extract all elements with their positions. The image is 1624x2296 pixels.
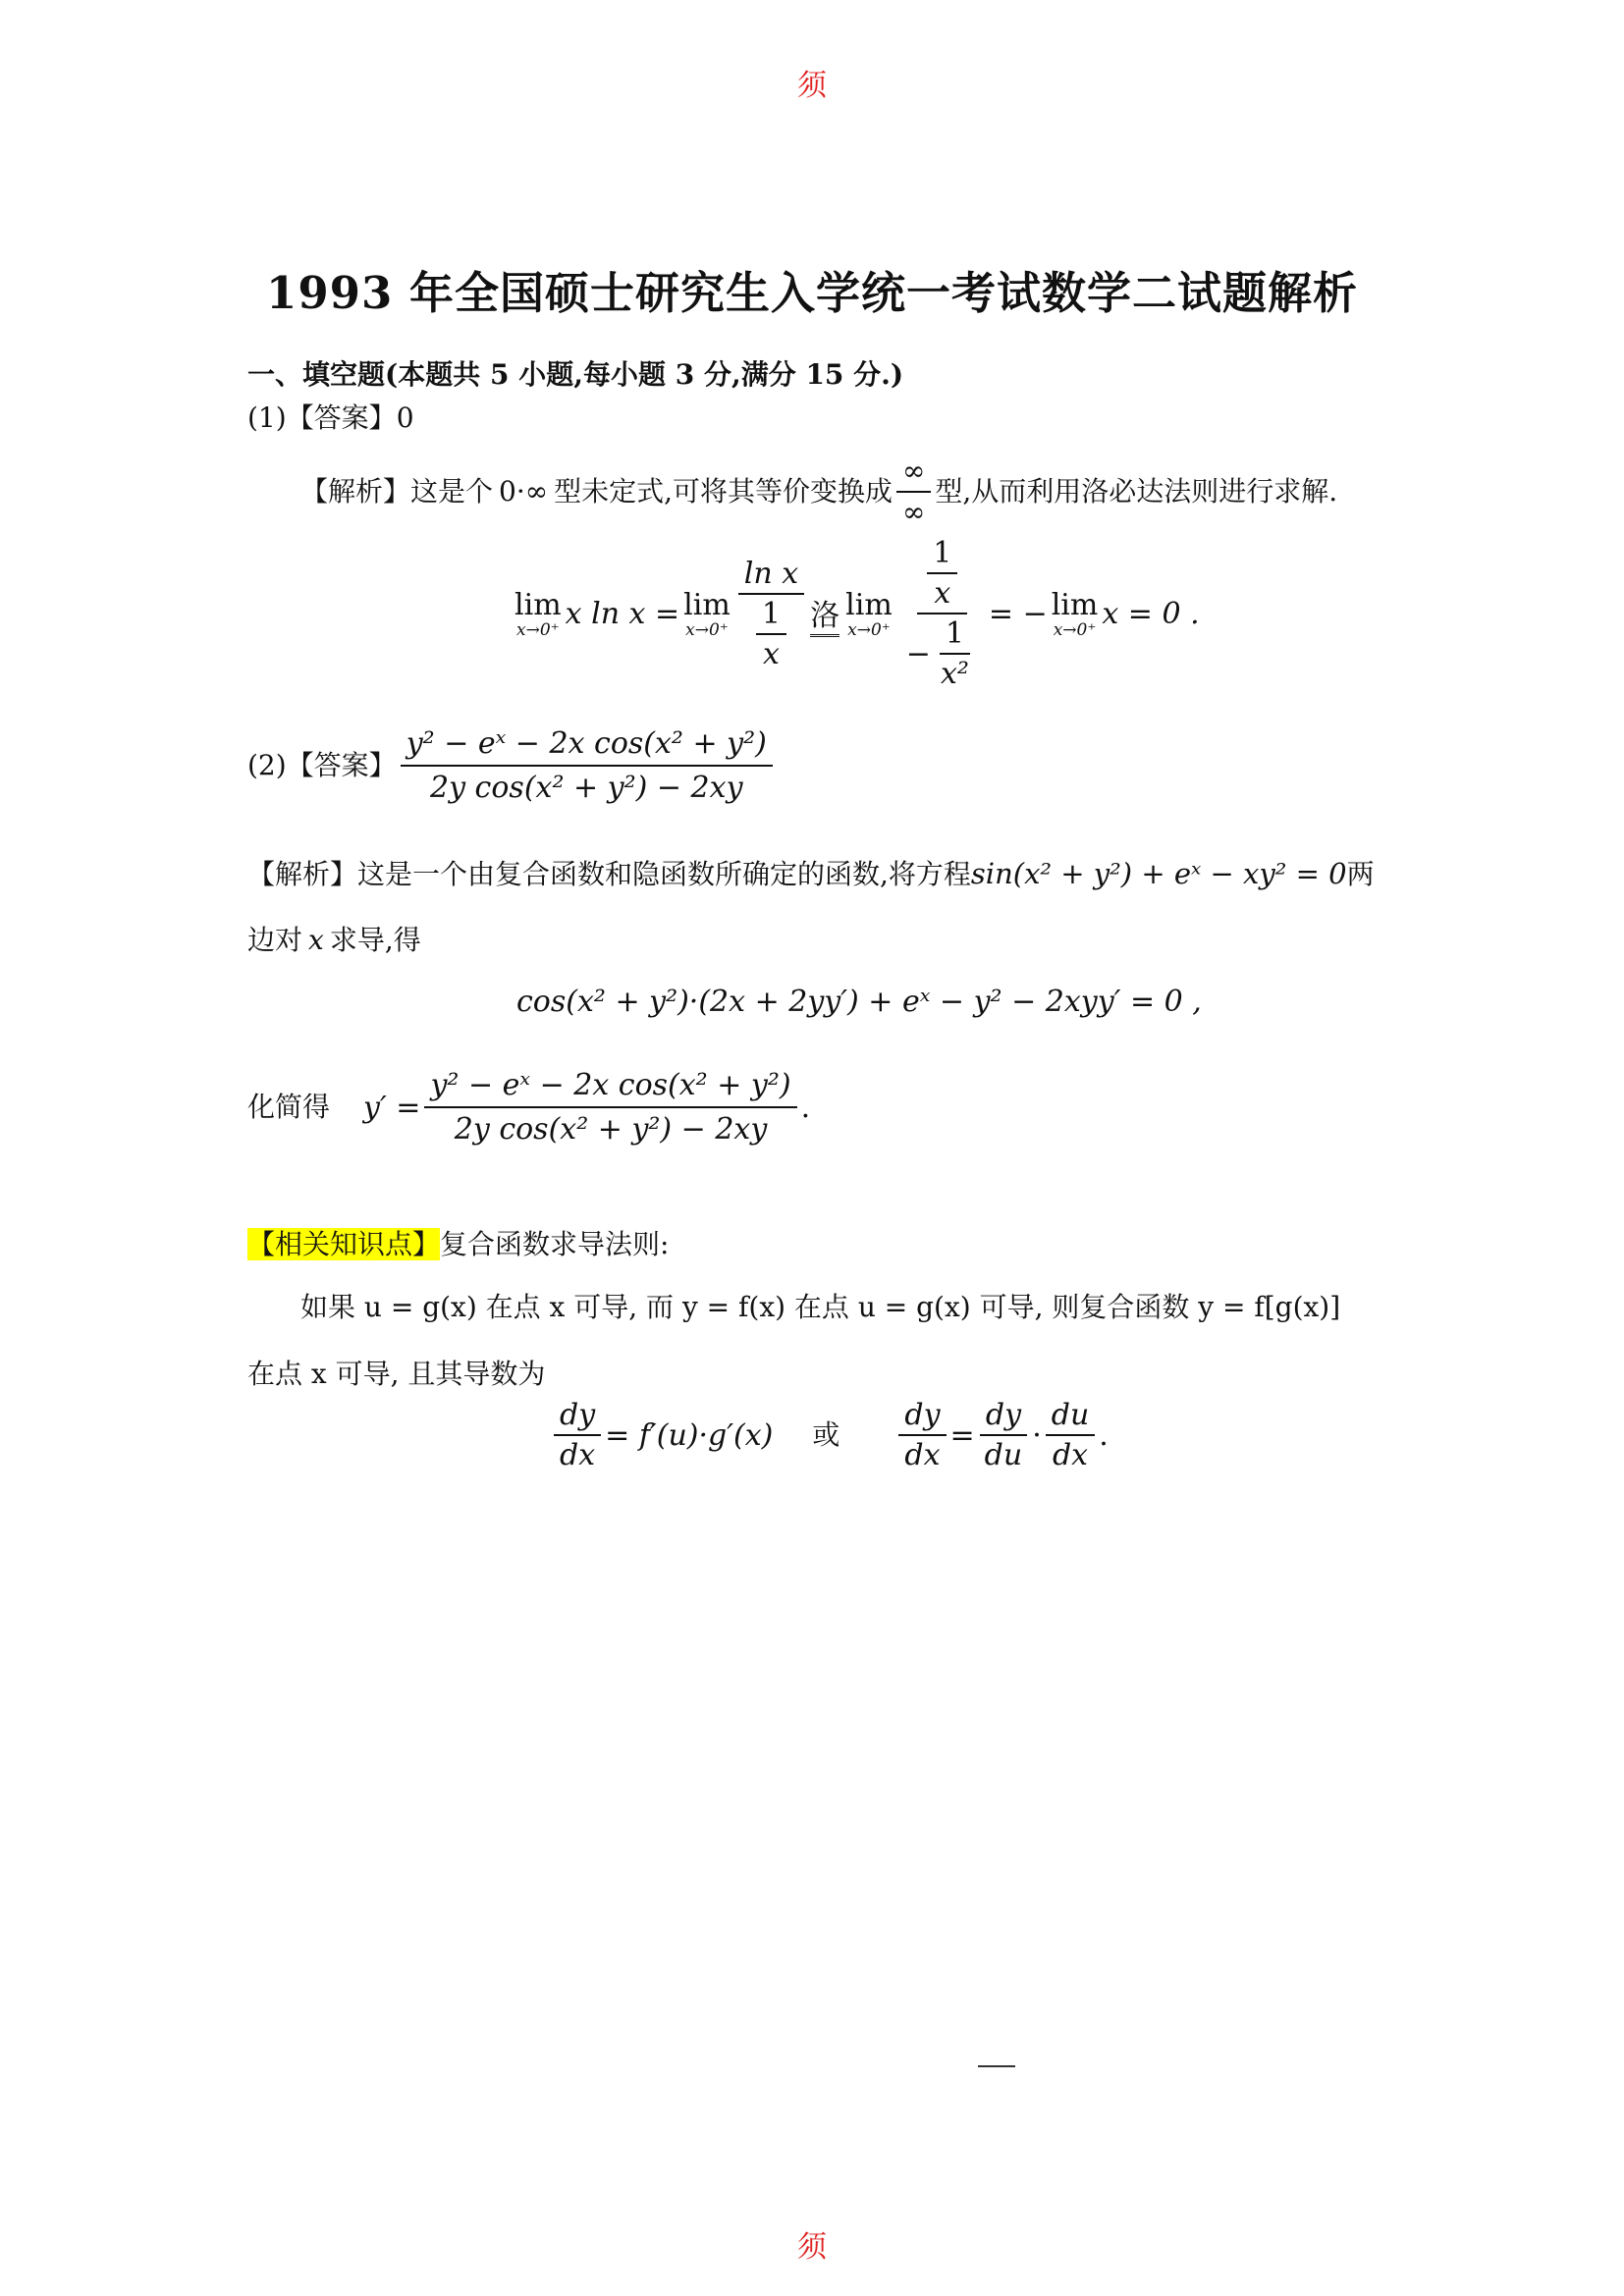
q1-frac-num: ∞ <box>896 454 931 493</box>
q2-answer-tag: 【答案】 <box>286 748 397 781</box>
q1-frac-den: ∞ <box>901 496 926 529</box>
knowledge-title: 复合函数求导法则: <box>440 1228 670 1260</box>
lim-label: lim <box>845 587 893 622</box>
q2-line2-b: 求导,得 <box>329 924 421 956</box>
q1-f1-den-den: x <box>763 636 780 671</box>
q1-f1-den-frac <box>756 597 786 671</box>
q1-number: (1) <box>247 401 287 434</box>
chain-dx-3: dx <box>1052 1438 1089 1472</box>
q2-res-num: y² − eˣ − 2x cos(x² + y²) <box>424 1066 796 1108</box>
q1-term-1: x ln x = <box>565 596 680 631</box>
q1-term-2: = − <box>988 596 1048 631</box>
q1-f1-num: ln x <box>738 557 804 595</box>
chain-frac-3 <box>979 1398 1029 1472</box>
q1-term-3: x = 0 . <box>1102 596 1200 631</box>
knowledge-tag: 【相关知识点】 <box>247 1228 441 1260</box>
q2-res-den: 2y cos(x² + y²) − 2xy <box>454 1112 768 1147</box>
q1-f2-num-frac <box>927 536 957 611</box>
q1-f2-den-num: 1 <box>940 616 970 655</box>
q1-analysis-expr: 0·∞ <box>499 475 549 508</box>
knowledge-line-1: 如果 u = g(x) 在点 x 可导, 而 y = f(x) 在点 u = g(x) 可导, 则复合函数 y = f[g(x)] <box>300 1291 1341 1323</box>
q2-analysis-tag: 【解析】 <box>247 857 358 890</box>
q1-equation <box>511 530 1200 697</box>
q1-f2-num-num: 1 <box>927 536 957 574</box>
q1-answer-tag: 【答案】 <box>286 401 397 434</box>
chain-du: du <box>984 1438 1023 1472</box>
q1-answer-line <box>247 400 414 436</box>
q1-f2-den-frac <box>935 616 975 691</box>
q2-analysis-text-b: 两 <box>1346 857 1375 890</box>
footer-mark: 须 <box>797 2230 827 2265</box>
q2-number: (2) <box>247 748 287 781</box>
q1-f2-num <box>917 536 967 614</box>
chain-dx: dx <box>560 1438 596 1472</box>
q2-derivative-equation: cos(x² + y²)·(2x + 2yy′) + eˣ − y² − 2xyy′ = 0 , <box>516 985 1202 1019</box>
lim-label: lim <box>683 587 731 622</box>
lim-subscript: x→0⁺ <box>685 619 729 640</box>
q1-f2-num-den: x <box>934 576 951 611</box>
knowledge-heading <box>247 1227 669 1262</box>
q2-answer-fraction <box>401 724 773 807</box>
lim-subscript: x→0⁺ <box>1053 619 1097 640</box>
q1-lim-4 <box>1052 588 1099 640</box>
q2-simplified <box>247 1066 810 1148</box>
page-title: 1993 年全国硕士研究生入学统一考试数学二试题解析 <box>266 267 1358 319</box>
q1-fraction-1 <box>738 557 804 671</box>
q1-lim-3 <box>845 588 893 640</box>
q1-analysis-text-c: 型,从而利用洛必达法则进行求解. <box>935 475 1338 508</box>
lim-label: lim <box>514 587 562 622</box>
lim-subscript: x→0⁺ <box>516 619 560 640</box>
chain-rhs: = f′(u)·g′(x) <box>605 1417 774 1453</box>
chain-dy: dy <box>554 1398 601 1436</box>
q1-f2-den-sign: − <box>905 636 931 671</box>
q1-analysis-text-b: 型未定式,可将其等价变换成 <box>554 475 893 508</box>
q1-answer: 0 <box>396 401 414 434</box>
chain-rule-formula <box>550 1398 1109 1472</box>
chain-frac-1 <box>554 1398 601 1472</box>
q2-ans-den: 2y cos(x² + y²) − 2xy <box>429 771 743 805</box>
q2-ans-num: y² − eˣ − 2x cos(x² + y²) <box>401 724 773 767</box>
chain-frac-2 <box>898 1398 946 1472</box>
q2-simplify-label: 化简得 <box>247 1090 331 1123</box>
q2-line2-a: 边对 <box>247 924 303 956</box>
q1-f2-den-den: x² <box>940 657 969 691</box>
section-heading: 一、填空题(本题共 5 小题,每小题 3 分,满分 15 分.) <box>247 358 904 391</box>
chain-equals: = <box>949 1417 975 1453</box>
q1-fraction-2 <box>900 536 985 691</box>
q2-line2-x: x <box>308 924 324 956</box>
q1-analysis-text-a: 这是个 <box>410 475 494 508</box>
chain-dot: · <box>1032 1417 1042 1453</box>
q1-lim-1 <box>514 588 562 640</box>
chain-end: . <box>1099 1417 1109 1453</box>
q2-analysis-line-2 <box>247 923 421 958</box>
knowledge-line-2: 在点 x 可导, 且其导数为 <box>247 1358 546 1390</box>
q1-f1-den <box>746 595 796 671</box>
chain-dx-2: dx <box>904 1438 941 1472</box>
chain-du-2: du <box>1046 1398 1096 1436</box>
q2-result-fraction <box>424 1066 796 1148</box>
q2-analysis-equation: sin(x² + y²) + eˣ − xy² = 0 <box>970 857 1347 890</box>
or-label: 或 <box>812 1417 840 1451</box>
q1-infinity-fraction <box>896 454 931 531</box>
lim-label: lim <box>1051 587 1099 622</box>
chain-dy-2: dy <box>898 1398 946 1436</box>
q1-lim-2 <box>683 588 731 640</box>
q2-analysis-line-1 <box>247 856 1375 893</box>
q2-answer-line <box>247 724 777 807</box>
q1-f2-den <box>900 614 985 691</box>
q1-analysis <box>300 454 1337 531</box>
chain-frac-4 <box>1046 1398 1096 1472</box>
q2-analysis-text-a: 这是一个由复合函数和隐函数所确定的函数,将方程 <box>357 857 971 890</box>
header-mark: 须 <box>797 69 827 103</box>
page-dash <box>978 2065 1015 2067</box>
chain-dy-3: dy <box>980 1398 1027 1436</box>
lim-subscript: x→0⁺ <box>847 619 891 640</box>
q1-f1-den-num: 1 <box>756 597 786 635</box>
q2-res-end: . <box>800 1090 811 1125</box>
lhopital-mark: 洛 <box>810 591 839 637</box>
q2-yprime: y′ = <box>363 1090 421 1125</box>
q1-analysis-tag: 【解析】 <box>300 475 411 508</box>
